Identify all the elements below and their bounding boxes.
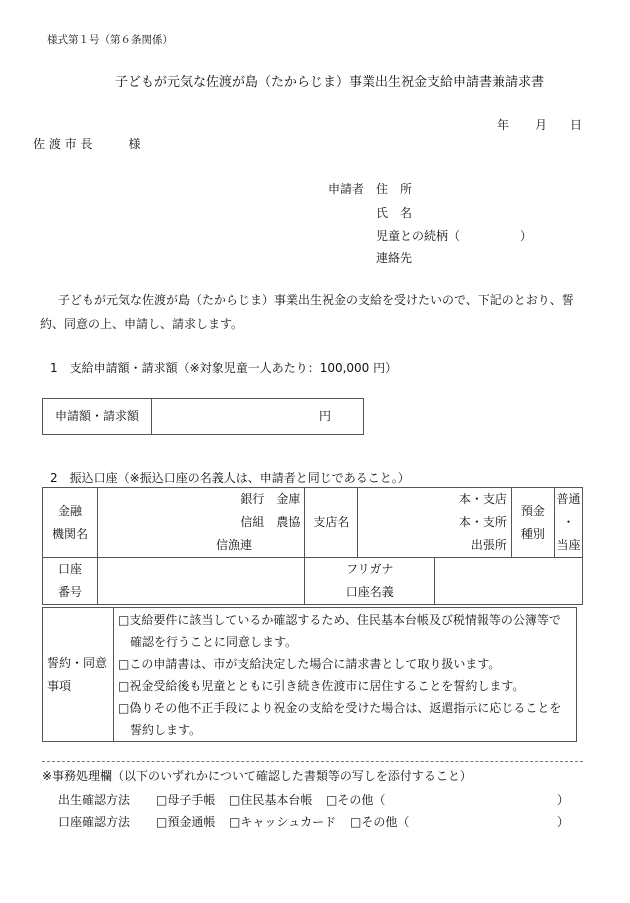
intro-line-2: 約、同意の上、申請し、請求します。 (40, 317, 244, 331)
deposit-type-field[interactable]: 普通 ・ 当座 (554, 488, 582, 558)
date-year: 年 (497, 118, 510, 132)
account-option-2[interactable]: □キャッシュカード (229, 815, 337, 829)
birth-method-label: 出生確認方法 (58, 793, 131, 807)
pledge-table (42, 607, 577, 742)
account-holder-label: フリガナ 口座名義 (305, 558, 435, 605)
amount-unit: 円 (318, 409, 331, 423)
account-holder-field[interactable] (435, 558, 583, 605)
bank-field[interactable]: 銀行 金庫 信組 農協 信漁連 (98, 488, 305, 558)
applicant-label: 申請者 (328, 182, 365, 196)
applicant-relation-label: 児童との続柄（ ） (376, 229, 533, 243)
account-option-1[interactable]: □預金通帳 (156, 815, 216, 829)
amount-label: 申請額・請求額 (43, 399, 152, 435)
birth-option-1[interactable]: □母子手帳 (156, 793, 216, 807)
account-number-label: 口座 番号 (43, 558, 98, 605)
branch-field[interactable]: 本・支店 本・支所 出張所 (358, 488, 512, 558)
office-heading: ※事務処理欄（以下のいずれかについて確認した書類等の写しを添付すること） (42, 769, 472, 783)
amount-table (42, 398, 364, 435)
pledge-item-2[interactable]: □この申請書は、市が支給決定した場合に請求書として取り扱います。 (118, 656, 501, 671)
applicant-address-label: 住 所 (376, 182, 413, 196)
account-option-3[interactable]: □その他（ (350, 815, 410, 829)
pledge-item-1[interactable]: □支給要件に該当しているか確認するため、住民基本台帳及び税情報等の公簿等で (118, 612, 561, 627)
account-number-field[interactable] (98, 558, 305, 605)
pledge-item-3[interactable]: □祝金受給後も児童とともに引き続き佐渡市に居住することを誓約します。 (118, 678, 525, 693)
section1-heading: 1 支給申請額・請求額（※対象児童一人あたり：100,000 円） (50, 361, 398, 375)
divider (42, 761, 583, 762)
pledge-item-4[interactable]: □偽りその他不正手段により祝金の支給を受けた場合は、返還指示に応じることを (118, 700, 562, 715)
addressee: 佐 渡 市 長 様 (33, 137, 141, 151)
application-form: 様式第１号（第６条関係） 子どもが元気な佐渡が島（たからじま）事業出生祝金支給申請書兼請求書 年 月 日 佐 渡 市 長 様 申請者 住 所 氏 名 児童との続柄（ ） 連絡先 子どもが元気な佐渡が島（たからじま）事業出生祝金の支給を受けたいので、下記のとおり、誓 約、同意の上、申請し、請求します。 1 支給申請額・請求額（※対象児童一人あたり：100,000 円） 申請額・請求額 円 2 振込口座（※振込口座の名義人は、申請者と同じであること。） 金融 機関名 銀行 金庫 信組 農協 信漁連 支店名 本・支店 本・支所 出張所 預金 種別 普通 ・ 当座 口座 番号 フリガナ 口座名義 誓約・同意 事項 □支給要件に該当しているか確認するため、住民基本台帳及び税情報等の公簿等で 確認を行うことに同意します。 □この申請書は、市が支給決定した場合に請求書として取り扱います。 □祝金受給後も児童とともに引き続き佐渡市に居住することを誓約します。 □偽りその他不正手段により祝金の支給を受けた場合は、返還指示に応じることを 誓約します。 ※事務処理欄（以下のいずれかについて確認した書類等の写しを添付すること） 出生確認方法 □母子手帳 □住民基本台帳 □その他（ ） 口座確認方法 □預金通帳 □キャッシュカード □その他（ ） (0, 0, 630, 903)
pledge-label: 誓約・同意 事項 (43, 608, 114, 742)
date-day: 日 (570, 118, 583, 132)
applicant-name-label: 氏 名 (376, 206, 413, 220)
bank-label: 金融 機関名 (43, 488, 98, 558)
branch-label: 支店名 (305, 488, 358, 558)
intro-line-1: 子どもが元気な佐渡が島（たからじま）事業出生祝金の支給を受けたいので、下記のとおり、誓 (58, 293, 574, 307)
section2-heading: 2 振込口座（※振込口座の名義人は、申請者と同じであること。） (50, 471, 410, 485)
form-number: 様式第１号（第６条関係） (47, 34, 173, 46)
birth-option-2[interactable]: □住民基本台帳 (229, 793, 313, 807)
applicant-contact-label: 連絡先 (376, 251, 413, 265)
deposit-type-label: 預金 種別 (511, 488, 554, 558)
account-method-label: 口座確認方法 (58, 815, 131, 829)
form-title: 子どもが元気な佐渡が島（たからじま）事業出生祝金支給申請書兼請求書 (115, 75, 545, 90)
birth-option-3[interactable]: □その他（ (326, 793, 386, 807)
bank-table (42, 487, 583, 605)
pledge-items[interactable]: □支給要件に該当しているか確認するため、住民基本台帳及び税情報等の公簿等で 確認を行うことに同意します。 □この申請書は、市が支給決定した場合に請求書として取り扱います。 □祝金受給後も児童とともに引き続き佐渡市に居住することを誓約します。 □偽りその他不正手段により祝金の支給を受けた場合は、返還指示に応じることを 誓約します。 (114, 608, 577, 742)
date-month: 月 (535, 118, 548, 132)
amount-field[interactable] (152, 399, 364, 435)
